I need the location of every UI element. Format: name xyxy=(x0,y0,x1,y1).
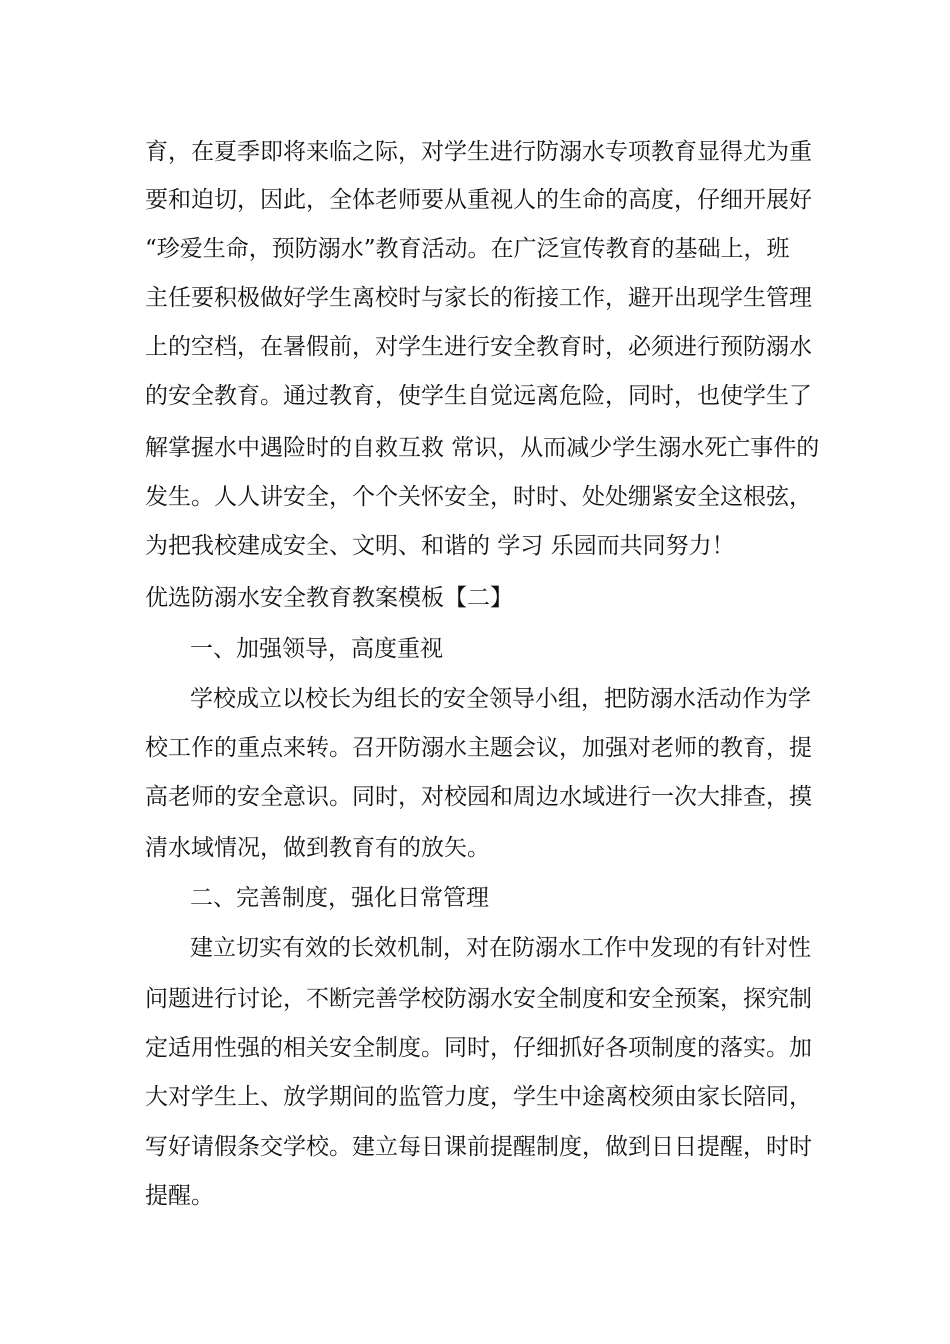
paragraph-line: 建立切实有效的长效机制，对在防溺水工作中发现的有针对性 xyxy=(190,935,811,961)
paragraph-line: 清水域情况，做到教育有的放矢。 xyxy=(145,835,490,861)
paragraph-line: 大对学生上、放学期间的监管力度，学生中途离校须由家长陪同， xyxy=(145,1084,812,1110)
paragraph-line: 上的空档，在暑假前，对学生进行安全教育时，必须进行预防溺水 xyxy=(145,334,812,360)
paragraph-line: 解掌握水中遇险时的自救互救 常识，从而减少学生溺水死亡事件的 xyxy=(145,435,820,461)
heading-2: 二、完善制度，强化日常管理 xyxy=(190,885,489,911)
paragraph-line: 校工作的重点来转。召开防溺水主题会议，加强对老师的教育，提 xyxy=(145,735,812,761)
paragraph-line: 主任要积极做好学生离校时与家长的衔接工作，避开出现学生管理 xyxy=(145,285,812,311)
paragraph-line: 高老师的安全意识。同时，对校园和周边水域进行一次大排查，摸 xyxy=(145,784,812,810)
paragraph-line: 发生。人人讲安全，个个关怀安全，时时、处处绷紧安全这根弦， xyxy=(145,484,812,510)
paragraph-line: 写好请假条交学校。建立每日课前提醒制度，做到日日提醒，时时 xyxy=(145,1134,812,1160)
paragraph-line: 为把我校建成安全、文明、和谐的 学习 乐园而共同努力！ xyxy=(145,533,735,559)
paragraph-line: 问题进行讨论，不断完善学校防溺水安全制度和安全预案，探究制 xyxy=(145,986,812,1012)
paragraph-line: 要和迫切，因此，全体老师要从重视人的生命的高度，仔细开展好 xyxy=(145,187,812,213)
paragraph-line: “珍爱生命，预防溺水”教育活动。在广泛宣传教育的基础上，班 xyxy=(145,236,790,262)
paragraph-line: 的安全教育。通过教育，使学生自觉远离危险，同时，也使学生了 xyxy=(145,383,812,409)
paragraph-line: 学校成立以校长为组长的安全领导小组，把防溺水活动作为学 xyxy=(190,686,811,712)
paragraph-line: 定适用性强的相关安全制度。同时，仔细抓好各项制度的落实。加 xyxy=(145,1035,812,1061)
paragraph-line: 育，在夏季即将来临之际，对学生进行防溺水专项教育显得尤为重 xyxy=(145,139,812,165)
section-title: 优选防溺水安全教育教案模板【二】 xyxy=(145,585,513,611)
paragraph-line: 提醒。 xyxy=(145,1183,214,1209)
heading-1: 一、加强领导，高度重视 xyxy=(190,636,443,662)
